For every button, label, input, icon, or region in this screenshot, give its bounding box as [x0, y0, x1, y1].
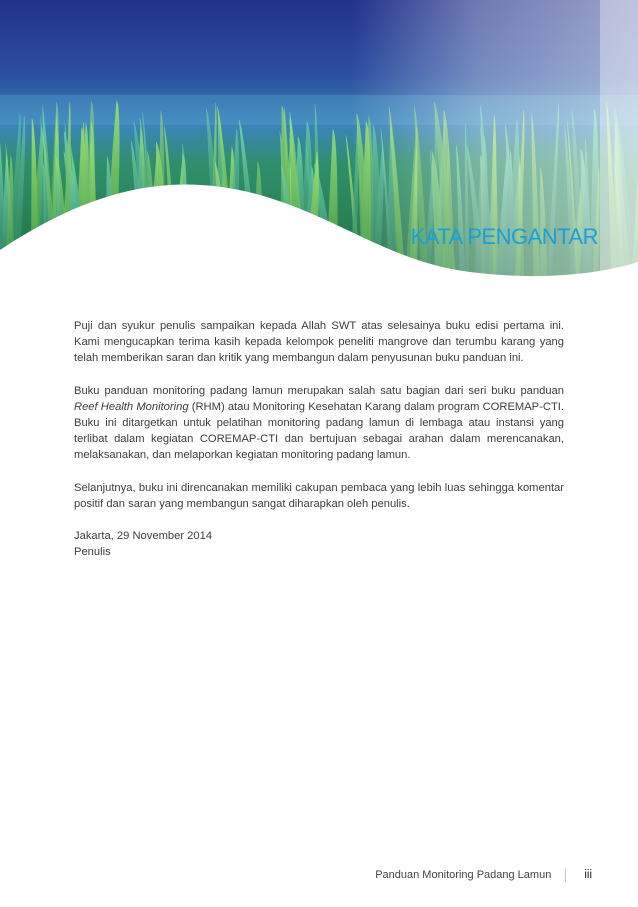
seagrass-header-image [0, 0, 638, 300]
place-date: Jakarta, 29 November 2014 [74, 530, 213, 543]
paragraph-2-text-b: (RHM) atau Monitoring Kesehatan Karang dalam program COREMAP-CTI. Buku ini ditargetkan untuk pelatihan monitoring padang lamun di lembaga atau instansi yang terlibat dalam kegiatan COREMAP-CTI dan bertujuan sebagai arahan dalam merencanakan, melaksanakan, dan melaporkan kegiatan monitoring padang lamun. [74, 400, 564, 462]
page-number: iii [584, 869, 592, 881]
seagrass-photo-icon [0, 0, 638, 300]
paragraph-2-italic: Reef Health Monitoring [74, 400, 189, 413]
paragraph-3: Selanjutnya, buku ini direncanakan memiliki cakupan pembaca yang lebih luas sehingga komentar positif dan saran yang membangun sangat diharapkan oleh penulis. [74, 481, 564, 510]
page-footer [375, 868, 592, 882]
paragraph-2 [74, 383, 564, 464]
page-title: KATA PENGANTAR [410, 224, 598, 249]
footer-divider [565, 868, 566, 882]
signature: Penulis [74, 546, 111, 559]
paragraph-1: Puji dan syukur penulis sampaikan kepada Allah SWT atas selesainya buku edisi pertama ini. Kami mengucapkan terima kasih kepada kelompok peneliti mangrove dan terumbu karang yang telah memberikan saran dan kritik yang membangun dalam penyusunan buku panduan ini. [74, 320, 564, 365]
footer-book-title: Panduan Monitoring Padang Lamun [375, 869, 552, 881]
preface-body [74, 318, 564, 560]
paragraph-2-text-a: Buku panduan monitoring padang lamun merupakan salah satu bagian dari seri buku panduan [74, 384, 564, 397]
